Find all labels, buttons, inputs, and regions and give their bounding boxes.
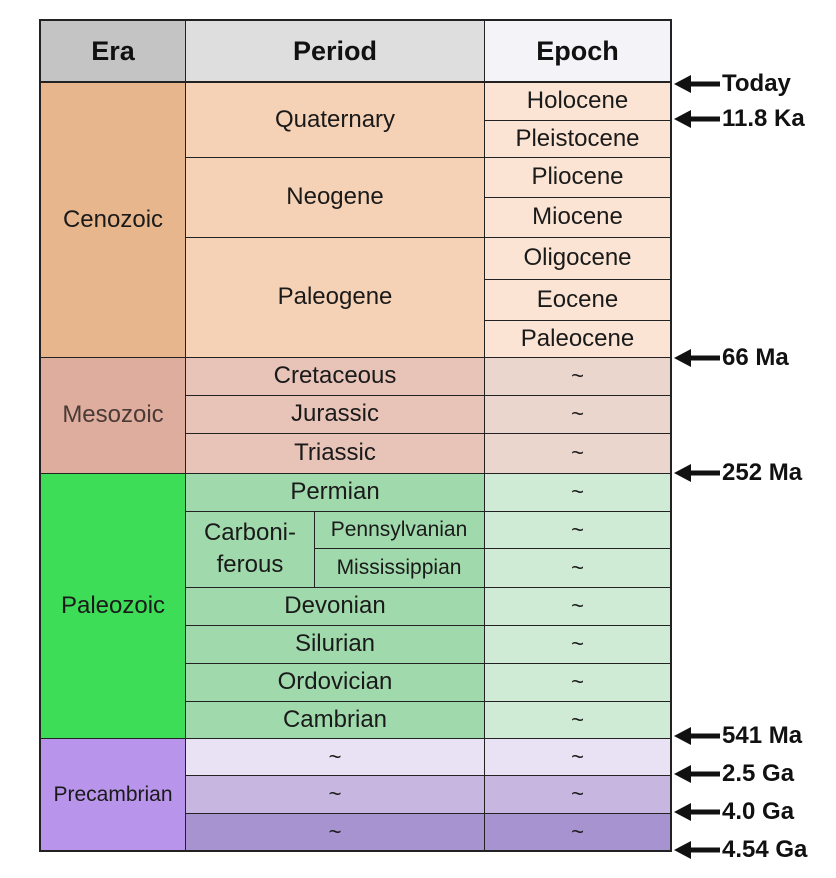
carboniferous-line-2: ferous bbox=[216, 551, 284, 578]
epoch-placeholder: ~ bbox=[484, 587, 671, 625]
time-marker-252-ma bbox=[674, 458, 802, 488]
period-jurassic: Jurassic bbox=[186, 395, 484, 433]
time-marker-label: Today bbox=[722, 70, 791, 97]
time-marker-541-ma bbox=[674, 721, 802, 751]
arrow-left-icon bbox=[674, 721, 720, 751]
era-paleozoic: Paleozoic bbox=[40, 473, 186, 738]
precambrian-period-placeholder: ~ bbox=[186, 775, 484, 813]
time-marker-66-ma bbox=[674, 343, 789, 373]
precambrian-period-placeholder: ~ bbox=[186, 738, 484, 775]
era-precambrian: Precambrian bbox=[40, 738, 186, 851]
epoch-placeholder: ~ bbox=[484, 473, 671, 511]
epoch-placeholder: ~ bbox=[484, 663, 671, 701]
period-devonian: Devonian bbox=[186, 587, 484, 625]
period-silurian: Silurian bbox=[186, 625, 484, 663]
precambrian-epoch-placeholder: ~ bbox=[484, 775, 671, 813]
epoch-pliocene: Pliocene bbox=[484, 157, 671, 197]
arrow-left-icon bbox=[674, 835, 720, 865]
era-mesozoic: Mesozoic bbox=[40, 357, 186, 473]
arrow-left-icon bbox=[674, 797, 720, 827]
epoch-placeholder: ~ bbox=[484, 395, 671, 433]
arrow-left-icon bbox=[674, 69, 720, 99]
period-cambrian: Cambrian bbox=[186, 701, 484, 738]
period-neogene: Neogene bbox=[186, 157, 484, 237]
epoch-placeholder: ~ bbox=[484, 625, 671, 663]
epoch-paleocene: Paleocene bbox=[484, 320, 671, 357]
epoch-miocene: Miocene bbox=[484, 197, 671, 237]
time-marker-label: 2.5 Ga bbox=[722, 760, 795, 787]
precambrian-epoch-placeholder: ~ bbox=[484, 738, 671, 775]
epoch-placeholder: ~ bbox=[484, 701, 671, 738]
period-quaternary: Quaternary bbox=[186, 82, 484, 157]
epoch-eocene: Eocene bbox=[484, 279, 671, 320]
time-marker-4-54-ga bbox=[674, 835, 807, 865]
epoch-pleistocene: Pleistocene bbox=[484, 120, 671, 157]
period-carboniferous bbox=[186, 511, 314, 587]
time-marker-today bbox=[674, 69, 791, 99]
epoch-holocene: Holocene bbox=[484, 82, 671, 120]
time-marker-label: 541 Ma bbox=[722, 722, 803, 749]
period-ordovician: Ordovician bbox=[186, 663, 484, 701]
period-permian: Permian bbox=[186, 473, 484, 511]
time-marker-label: 66 Ma bbox=[722, 344, 789, 371]
epoch-placeholder: ~ bbox=[484, 357, 671, 395]
period-cretaceous: Cretaceous bbox=[186, 357, 484, 395]
carboniferous-line-1: Carboni- bbox=[203, 519, 297, 546]
subperiod-pennsylvanian: Pennsylvanian bbox=[314, 511, 484, 548]
time-marker-label: 11.8 Ka bbox=[722, 105, 805, 132]
period-paleogene: Paleogene bbox=[186, 237, 484, 357]
time-marker-2-5-ga bbox=[674, 759, 794, 789]
time-marker-label: 252 Ma bbox=[722, 459, 803, 486]
arrow-left-icon bbox=[674, 458, 720, 488]
epoch-oligocene: Oligocene bbox=[484, 237, 671, 279]
time-marker-4-0-ga bbox=[674, 797, 794, 827]
precambrian-epoch-placeholder: ~ bbox=[484, 813, 671, 851]
period-triassic: Triassic bbox=[186, 433, 484, 473]
time-marker-11-8-ka bbox=[674, 104, 805, 134]
arrow-left-icon bbox=[674, 759, 720, 789]
period-header: Period bbox=[186, 20, 484, 82]
epoch-placeholder: ~ bbox=[484, 548, 671, 587]
era-cenozoic: Cenozoic bbox=[40, 82, 186, 357]
time-marker-label: 4.54 Ga bbox=[722, 836, 808, 863]
arrow-left-icon bbox=[674, 104, 720, 134]
epoch-header: Epoch bbox=[484, 20, 671, 82]
time-marker-label: 4.0 Ga bbox=[722, 798, 795, 825]
subperiod-mississippian: Mississippian bbox=[314, 548, 484, 587]
arrow-left-icon bbox=[674, 343, 720, 373]
era-header: Era bbox=[40, 20, 186, 82]
epoch-placeholder: ~ bbox=[484, 433, 671, 473]
epoch-placeholder: ~ bbox=[484, 511, 671, 548]
precambrian-period-placeholder: ~ bbox=[186, 813, 484, 851]
